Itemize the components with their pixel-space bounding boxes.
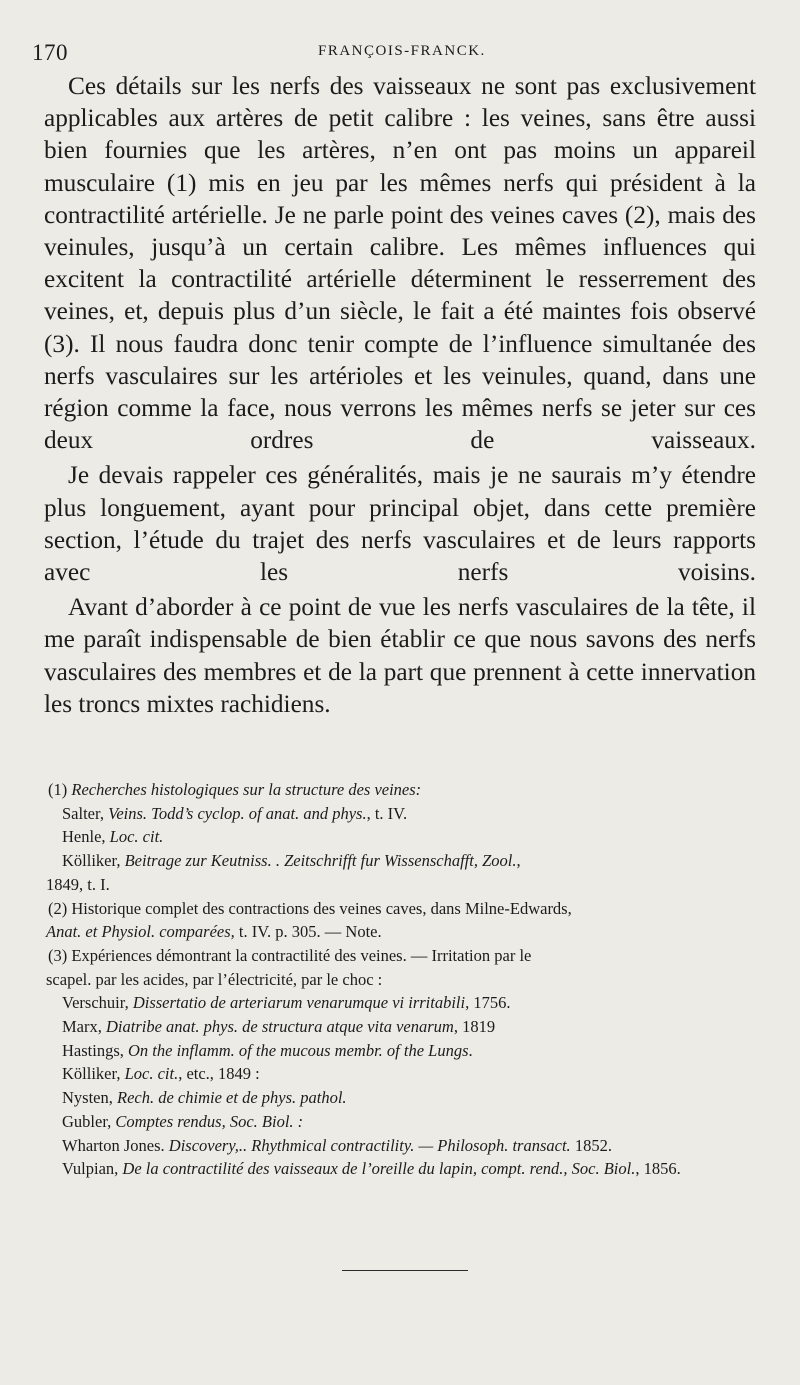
reference-title: Loc. cit. <box>109 827 164 847</box>
reference-title: De la contractilité des vaisseaux de l’oreille du lapin, compt. rend., Soc. Biol. <box>122 1159 636 1179</box>
reference-tail: , etc., 1849 : <box>178 1064 260 1084</box>
footnote-reference-year: 1849, t. I. <box>46 874 110 894</box>
reference-title: Comptes rendus, Soc. Biol. : <box>115 1111 304 1131</box>
reference-title: On the inflamm. of the mucous membr. of the Lungs <box>128 1040 469 1060</box>
reference-title: Diatribe anat. phys. de structura atque vita venarum <box>106 1017 454 1037</box>
footnote-reference <box>46 1134 758 1158</box>
reference-tail: . <box>468 1040 473 1060</box>
closing-rule <box>342 1270 468 1271</box>
footnote-reference <box>46 1157 758 1181</box>
reference-author: Hastings, <box>62 1040 128 1060</box>
footnotes <box>46 778 758 1181</box>
footnote-title: Recherches histologiques sur la structure des veines: <box>71 780 422 799</box>
reference-author: Nysten, <box>62 1088 117 1108</box>
reference-tail: , t. IV. <box>366 803 408 823</box>
reference-tail: , 1819 <box>453 1017 496 1037</box>
reference-author: Marx, <box>62 1017 106 1037</box>
main-text <box>44 70 756 720</box>
footnote-2-line <box>46 920 758 944</box>
footnote-reference <box>46 825 758 849</box>
footnote-reference <box>46 1086 758 1110</box>
reference-author: Salter, <box>62 803 109 823</box>
reference-title: Anat. et Physiol. comparées, <box>46 922 235 942</box>
reference-author: Gubler, <box>62 1111 116 1131</box>
reference-author: Vulpian, <box>62 1159 123 1179</box>
footnote-reference <box>46 1039 758 1063</box>
reference-author: Verschuir, <box>62 993 133 1013</box>
reference-tail: t. IV. p. 305. — Note. <box>234 922 382 942</box>
reference-tail: , 1756. <box>465 993 511 1013</box>
footnote-reference <box>46 991 758 1015</box>
reference-author: Wharton Jones. <box>62 1135 169 1155</box>
footnote-reference <box>46 1110 758 1134</box>
reference-author: Kölliker, <box>62 1064 125 1084</box>
reference-author: Henle, <box>62 827 110 847</box>
paragraph: Je devais rappeler ces généralités, mais je ne saurais m’y étendre plus longuement, ayant pour principal objet, dans cette première section, l’étude du trajet des nerfs vasculaires et de leurs rapports avec les nerfs voisins. <box>44 461 756 587</box>
paragraph: Ces détails sur les nerfs des vaisseaux ne sont pas exclusivement applicables aux artères de petit calibre : les veines, sans être aussi bien fournies que les artères, n’en ont pas moins un appareil musculaire (1) mis en jeu par les mêmes nerfs qui président à la contractilité artérielle. Je ne parle point des veines caves (2), mais des veinules, jusqu’à un certain calibre. Les mêmes influences qui excitent la contractilité artérielle déterminent le resserrement des veines, et, depuis plus d’un siècle, le fait a été maintes fois observé (3). Il nous faudra donc tenir compte de l’influence simultanée des nerfs vasculaires sur les artérioles et les veinules, quand, dans une région comme la face, nous verrons les mêmes nerfs se jeter sur ces deux ordres de vaisseaux. <box>44 72 756 455</box>
reference-title: Discovery,.. Rhythmical contractility. — Philosoph. transact. <box>168 1135 571 1155</box>
reference-title: Dissertatio de arteriarum venarumque vi irritabili <box>132 993 466 1013</box>
footnote-reference <box>46 1062 758 1086</box>
reference-tail: 1852. <box>570 1135 612 1155</box>
reference-title: Loc. cit. <box>124 1064 179 1084</box>
reference-tail: , 1856. <box>635 1159 681 1179</box>
footnote-3-line: (3) Expériences démontrant la contractilité des veines. — Irritation par le <box>48 945 532 965</box>
reference-title: Veins. Todd’s cyclop. of anat. and phys. <box>108 803 367 823</box>
footnote-marker: (1) <box>48 780 72 799</box>
reference-title: Rech. de chimie et de phys. pathol. <box>117 1088 347 1108</box>
footnote-reference <box>46 802 758 826</box>
reference-tail: , <box>516 851 521 871</box>
paragraph: Avant d’aborder à ce point de vue les nerfs vasculaires de la tête, il me paraît indispensable de bien établir ce que nous savons des nerfs vasculaires des membres et de la part que prennent à cette innervation les troncs mixtes rachidiens. <box>44 593 756 718</box>
page-number: 170 <box>32 40 68 65</box>
reference-author: Kölliker, <box>62 851 125 871</box>
footnote-3-line: scapel. par les acides, par l’électricité, par le choc : <box>46 969 383 989</box>
reference-title: Beitrage zur Keutniss. . Zeitschrifft fur Wissenschafft, Zool. <box>124 851 517 871</box>
footnote-1-heading <box>46 778 758 802</box>
footnote-reference <box>46 1015 758 1039</box>
footnote-reference <box>46 849 758 873</box>
footnote-2-line: (2) Historique complet des contractions des veines caves, dans Milne-Edwards, <box>48 898 572 918</box>
running-head: FRANÇOIS-FRANCK. <box>318 43 486 59</box>
